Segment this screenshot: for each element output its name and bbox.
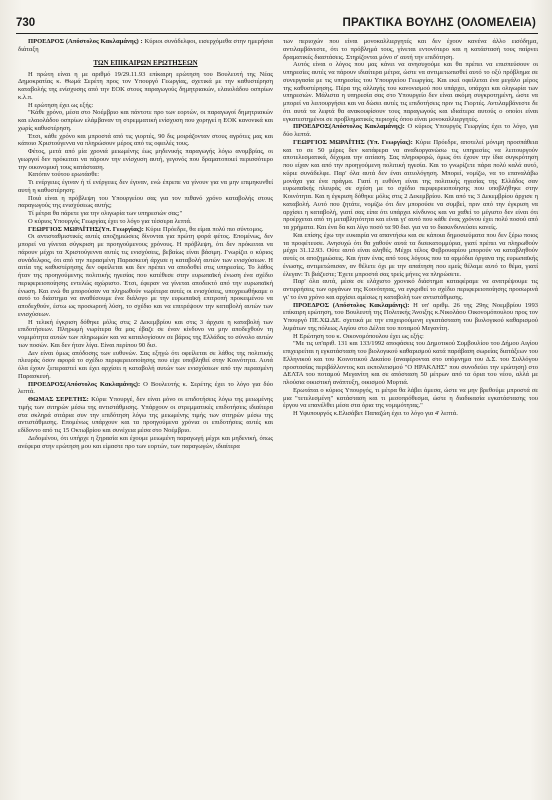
paragraph: Αυτός είναι ο λόγος που μας κάνει να ανησυχούμε και θα πρέπει να επισπεύσουν οι υπηρεσίες αυτές να πάρουν ιδιαίτερα μέτρα, ώστε να αντιμετωπισθεί αυτό το οξύ πρόβλημα σε συνεργασία με τις υπηρεσίες του Υπουργείου Γεωργίας. Και εκεί οφείλεται ένα μεγάλο μέρος της καθυστέρησης. Πέρα της αλλαγής του κανονισμού που υπάρχει, υπάρχει και ολιγωρία των υπηρεσιών. Μάλιστα η υπηρεσία σας στο Υπουργείο δεν είναι ακόμη συγκροτημένη, ώστε να μπορεί να λειτουργήσει και να δώσει αυτές τις επιδοτήσεις πριν τις Γιορτές. Αντιλαμβάνεστε δε ότι αυτά τα λεφτά θα ανακουφίσουν τους παραγωγούς και ιδιαίτερα αυτούς ο οποίοι είναι εγκατεστημένοι σε προβληματικές περιοχές όπου είναι μονοκαλλιεργητές. [283,61,538,123]
speaker-name: ΓΕΩΡΓΙΟΣ ΜΩΡΑΪΤΗΣ(Υπ. Γεωργίας): [28,225,144,233]
paragraph: Παρ' όλα αυτά, μέσα σε ελάχιστο χρονικό διάστημα καταφέραμε να ανατρέψουμε τις αντιρρήσεις των οργάνων της Κοινότητας, να εγκριθεί το σχέδιο περιφερειοποίησης προσωρινά γι' το ένα χρόνο και αρχίσει αμέσως η καταβολή των αντιστάθμισης. [283,278,538,301]
paragraph [283,302,538,333]
paragraph: "Με τις υπ'αριθ. 131 και 133/1992 αποφάσεις του Δημοτικού Συμβουλίου του Δήμου Αιγίου επιχειρείται η εγκατάσταση του βιολογικού καθαρισμού κατά παράβαση σωρείας διατάξεων του Ελληνικού και του Κοινοτικού Δικαίου (αναφέρονται στο υπόμνημα του Δ.Σ. του Συλλόγου προστασίας περιβάλλοντος και εκπολιτισμού "Ο ΗΡΑΚΛΗΣ" που συνοδεύει την ερώτηση) στο ΔΕΛΤΑ του ποταμού Μεγανίτη και σε απόσταση 50 μέτρων από τα όρια του νέου, αλλά με πλούσια οικιστική ανάπτυξη, οικισμού Μυρτιά. [283,340,538,386]
paragraph: των περιοχών που είναι μονοκαλλιεργητές και δεν έχουν κανένα άλλο εισόδημα, αντιλαμβάνεστε, ότι το πρόβλημά τους, γίνεται εντονότερο και η κατάστασή τους παίρνει δραματικές διαστάσεις. Στηρίζονται μόνο σ' αυτή την επιδότηση. [283,38,538,61]
speech-text: Κύριε Υπουργέ, δεν είναι μόνο οι επιδοτήσεις λόγω της μειωμένης τιμής των σιτηρών μέσω της αντιστάθμισης. Υπάρχουν οι στρεμματικές επιδοτήσεις ιδιαίτερα στα σκληρά σιτάρια συν την επιδότηση λόγω της μειωμένης τιμής των σιτηρών μέσω της αντιστάθμισης. Επομένως υπάρχουν και τα προηγούμενα χρόνια οι επιδοτήσεις αυτές και εδίδοντο από τις 15 Οκτωβρίου και συνέχεια μέσα στο Νοέμβριο. [18,396,273,434]
speaker-name: ΠΡΟΕΔΡΟΣ(Απόστολος Κακλαμάνης): [293,123,405,131]
paragraph [18,226,273,234]
paragraph: Δεν είναι όμως απόδοσης των ευθυνών. Σας εξηγώ ότι οφείλεται σε λάθος της πολιτικής πλευράς όσον αφορά το σχέδιο περιφερειοποίησης που είχε υποβληθεί στην Κοινότητα. Αυτά όλα έχουν ξεπεραστεί και έχει αρχίσει η καταβολή αυτών των ενισχύσεων από την περασμένη Παρασκευή. [18,349,273,380]
paragraph: Έτσι, κάθε χρόνο και μπροστά από τις γιορτές, 90 δις μοιράζονταν στους αγρότες μας και κάποιο Χριστούγεννα να πληρώσουν μέρος από τις οφειλές τους. [18,132,273,148]
paragraph: Η ερώτηση έχει ως εξής: [28,101,94,109]
speaker-name: ΓΕΩΡΓΙΟΣ ΜΩΡΑΪΤΗΣ (Υπ. Γεωργίας): [293,138,413,146]
paragraph: Η Υφυπουργός κ.Ελισάβετ Παπαζώη έχει το λόγο για 4' λεπτά. [293,410,458,417]
paragraph: Και επίσης έχω την ευκαιρία να απαντήσω και σε κάποια δημοσιεύματα που δεν ξέρω ποιος τα προφέτευσε. Ανησυχώ ότι θα χαθούν αυτά τα δισεκατομμύρια, γιατί πρέπει να πληρωθούν μέχρι 31.12.93. Ούτε αυτό είναι αληθές. Μέχρι τέλος Φεβρουαρίου μπορούν να καταβληθούν αυτές οι αποζημιώσεις. Και ήταν ένας από τους λόγους που τα αρμόδια όργανα της ευρωπαϊκής ένωσης, αντιμετώπισαν, αν θέλετε όχι με την απαίτηση που εμείς θέλαμε αυτό το θέμα, γιατί έλεγαν: Τι βιάζεστε; Έχετε μπροστά σας τρείς μήνες να πληρώσετε. [283,231,538,278]
paragraph: Φέτος, μετά από μία χρονιά μειωμένης έως μηδενικής παραγωγής λόγω ανομβρίας, οι γεωργοί δεν πρόκειται να πάρουν την ενίσχυση αυτή, γεγονός που δραματοποιεί περισσότερο την οικονομική τους κατάσταση. [18,148,273,171]
paragraph: Δεδομένου, ότι υπήρχε η ξηρασία και έχουμε μειωμένη παραγωγή μέχρι και μηδενική, όπως ανέφερα στην ερώτηση μου και είμαστε προ των εορτών, των παραγωγών, ιδιαίτερα [18,434,273,450]
paragraph [18,381,273,397]
header-rule [16,33,538,34]
text-columns [18,38,538,790]
speaker-name: ΠΡΟΕΔΡΟΣ (Απόστολος Κακλαμάνης) : [28,38,143,45]
paragraph [18,38,273,54]
paragraph: Οι αντισταθμιστικές αυτές αποζημιώσεις δίνονται για πρώτη φορά φέτος. Επομένως, δεν μπορεί να γίνεται σύγκριση με προηγούμενους χρόνους. Η πρόβλεψη, ότι δεν πρόκειται να πάρουν μέχρι τα Χριστούγεννα αυτές τις ενισχύσεις, βεβαίως είναι βάσιμη. Γνωρίζει ο κύριος συνάδελφος, ότι από την περασμένη Παρασκευή άρχισε η καταβολή αυτών των ενισχύσεων. Η αιτία της καθυστέρησης δεν οφείλεται και δεν πρέπει να αποδοθεί στις υπηρεσίες. Το λάθος ήταν της προηγούμενης πολιτικής ηγεσίας που κατέθεσε στην ευρωπαϊκή ένωση ένα σχέδιο περιφερειοποίησης εντελώς αχώριστο. Έτσι, έφεραν να γίνεται αποδεκτό από την ευρωπαϊκή ένωση. Και ενώ θα μπορούσαν να πληρωθούν νωρίτερα αυτές οι ενισχύσεις, υποχρεωθήκαμε ο αυτό το διάστημα να αναθέσουμε ένα διάλογο με την ευρωπαϊκή επιτροπή προκειμένου να αποδεχθούν, έστω ως προσωρινή λύση, το σχέδιο και να επιτρέψουν την καταβολή αυτών των ενισχύσεων. [18,233,273,318]
paragraph: Η Ερώτηση του κ. Οικονομόπουλου έχει ως εξής: [293,332,424,340]
paragraph [283,123,538,139]
paragraph: Η πρώτη είναι η με αριθμό 19/29.11.93 επίκαιρη ερώτηση του Βουλευτή της Νέας Δημοκρατίας κ. Θωμά Σερέτη προς τον Υπουργό Γεωργίας, σχετικά με την καθυστέρηση καταβολής της ενίσχυσης από την ΕΟΚ στους παραγωγούς δημητριακών, ελαιολάδου οσπρίων κ.λ.π. [18,70,273,101]
speech-text: Η υπ' αριθμ. 26 της 29ης Νοεμβρίου 1993 επίκαιρη ερώτηση, του Βουλευτή της Πολιτικής Άνοιξης κ.Νικολάου Οικονομόπουλου προς τον Υπουργό ΠΕ.ΧΩ.ΔΕ. σχετικά με την επιχειρούμενη εγκατάσταση του βιολογικού καθαρισμού λυμάτων της πόλεως Αιγίου στο Δέλτα του ποταμού Μεγανίτη. [283,301,538,332]
section-title: ΤΩΝ ΕΠΙΚΑΙΡΩΝ ΕΡΩΤΗΣΕΩΝ [93,58,198,67]
right-column [283,38,538,790]
paragraph: Ποιά είναι η πρόβλεψη του Υπουργείου σας για τον πιθανό χρόνο καταβολής στους παραγωγούς της ενισχύσεως αυτής; [18,194,273,210]
speaker-name: ΠΡΟΕΔΡΟΣ (Απόστολος Κακλαμάνης): [293,301,410,309]
speech-text: Κύριοι συνάδελφοι, εισερχόμεθα στην ημερήσια διάταξη [18,38,273,53]
paragraph: Ερωτάται ο κύριος Υπουργός, τι μέτρα θα λάβει άμεσα, ώστε να μην βρεθούμε μπροστά σε μια "τετελεσμένη" κατάσταση και τι μεσοπρόθεσμα, ώστε η διαδικασία εγκατάστασης του έργου να επανέλθει μέσα στα όρια της νομιμότητας." [283,386,538,410]
left-column [18,38,273,790]
paragraph [283,139,538,232]
paragraph: Η τελική έγκριση δόθηκε μόλις στις 2 Δεκεμβρίου και στις 3 άρχισε η καταβολή των επιδοτήσεων. Πληρωμή νωρίτερα θα μας έβαζε σε έναν κίνδυνο να μην αποδεχθούν τη νομιμότητα αυτών των πληρωμών και να καταλογίσουν σε βάρος της Ελλάδας το σύνολο αυτών των ποσών. Και δεν ήταν λίγα. Είναι περίπου 90 δισ. [18,318,273,349]
running-title: ΠΡΑΚΤΙΚΑ ΒΟΥΛΗΣ (ΟΛΟΜΕΛΕΙΑ) [342,17,536,29]
speech-text: Κύριε Πρόεδρε, αποτελεί μόνιμη προσπάθεια και το σε 50 μέρες δεν κατάφερα να αναδιοργανώσω τις υπηρεσίες να λειτουργούν αποτελεσματικά, δέχομαι την αιτίαση. Σας πληροφορώ, όμως ότι έχουν την ίδια συγκρότηση που είχαν και από την προηγούμενη πολιτική ηγεσία. Και το γνωρίζετε πάρα πολύ καλά αυτό, κύριε συνάδελφε. Παρ' όλα αυτά δεν έναι αιτιολόγηση. Μπορεί, νομίζω, να το επαναλάβω μονάχα για ένα πράγμα. Γιατί η ευθύνη είναι της πολιτικής ηγεσίας της Ελλάδος σαν ευρωπαϊκής πλευράς σε σχέση με το σχέδιο περιφερειοποίησης που υποβλήθηκε στην Κοινότητα. Και η έγκριση δόθηκε μόλις στις 2 Δεκεμβρίου. Και από τις 3 Δεκεμβρίου άρχισε η καταβολή. Αυτό που ζητάτε, νομίζω ότι δεν μπορούσε να συμβεί, πριν από την έγκριση να αρχίσει η καταβολή, γιατί σας είπα ότι υπάρχει κίνδυνος και να χαθεί το μέγιστο δεν είναι ότι προέρχεται από τη μεταβλητότητα και είναι γι' αυτό που κάθε ένας χρόνου έχει πολύ ποσού από τα χρήματα. Και ένα δα και λίγο ποσό τα 90 δισ. για να το διακινδυνεύσει κανείς. [283,138,538,231]
paragraph: Τι ενέργειες έγιναν ή τί ενέργειες δεν έγιναν, ενώ έπρεπε να γίνουν για να μην επιμηκυνθεί αυτή η καθυστέρηση; [18,179,273,194]
page-header [16,14,536,32]
speaker-name: ΘΩΜΑΣ ΣΕΡΕΤΗΣ: [28,396,89,403]
speaker-name: ΠΡΟΕΔΡΟΣ(Απόστολος Κακλαμάνης): [28,380,141,388]
speech-text: Κύριε Πρόεδρε, θα είμαι πολύ πιο σύντομος. [143,225,264,233]
paragraph: Κατόπιν τούτου ερωτάσθε: [28,171,100,179]
paragraph: Τί μέτρα θα πάρετε για την ολιγωρία των υπηρεσιών σας;" [28,210,183,217]
paragraph [18,396,273,435]
page-number: 730 [16,17,36,29]
paragraph: Ο κύριος Υπουργός Γεωργίας έχει το λόγο για τέσσερα λεπτά. [28,217,192,225]
paragraph: "Κάθε χρόνο, μέσα στο Νοέμβριο και πάντοτε προ των εορτών, οι παραγωγοί δημητριακών και ελαιολάδου οσπρίων ελάμβαναν τη στρεμματική ενίσχυση που χορηγεί η ΕΟΚ κανονικά και χωρίς καθυστέρηση. [18,109,273,132]
speech-text: Ο κύριος Υπουργός Γεωργίας έχει το λόγο, για δύο λεπτά. [283,123,538,138]
speech-text: Ο Βουλευτής κ. Σερέτης έχει το λόγο για δύο λεπτά. [18,380,273,396]
